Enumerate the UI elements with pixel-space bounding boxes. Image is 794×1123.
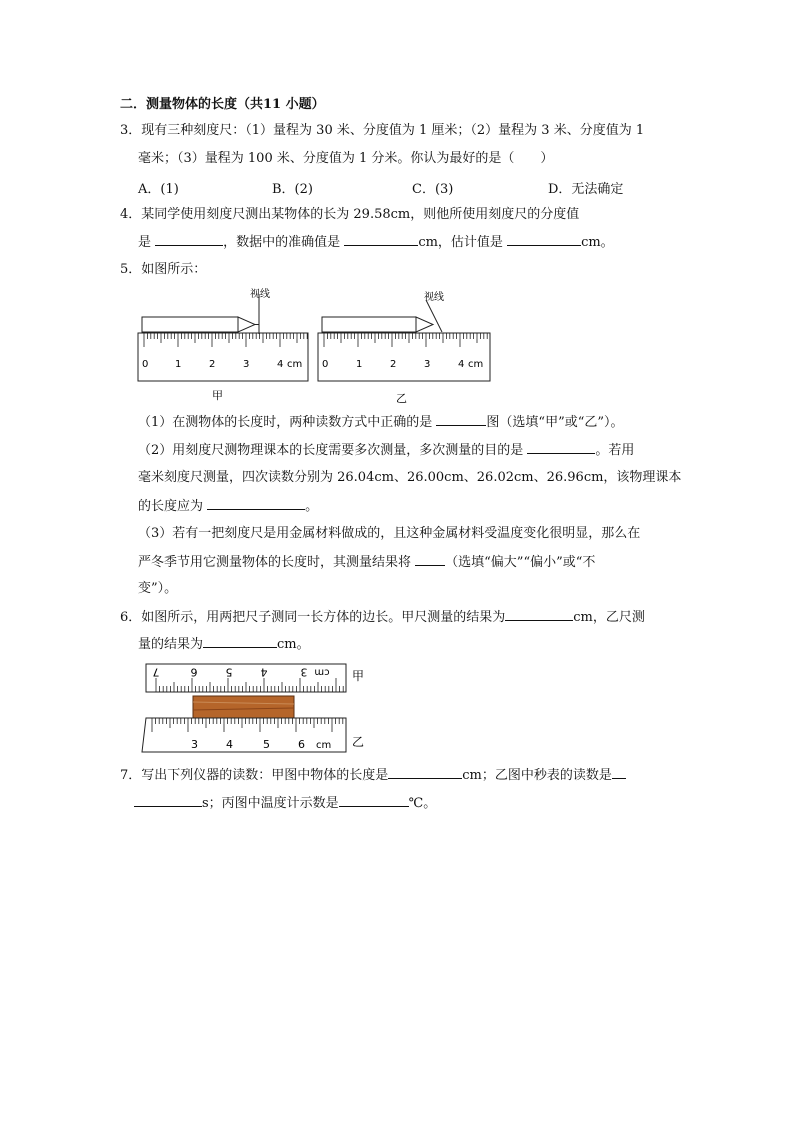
q4-line-2: 是 ，数据中的准确值是 cm，估计值是 cm。 <box>138 235 614 250</box>
q5-part-3b: 严冬季节用它测量物体的长度时，其测量结果将 （选填“偏大”“偏小”或“不 <box>138 555 596 570</box>
wooden-block <box>193 696 294 718</box>
q6-ruler-figure <box>130 658 380 758</box>
sight-label-right: 视线 <box>424 292 444 303</box>
unit-top: cm <box>314 666 330 678</box>
caption-right: 乙 <box>396 392 407 405</box>
pencil-left-tip <box>238 317 255 332</box>
tick-bottom-3: 3 <box>191 738 198 751</box>
q6-blank-1[interactable] <box>505 608 573 621</box>
sight-label-left: 视线 <box>250 289 270 300</box>
pencil-left-body <box>142 317 238 332</box>
q5-line-1: 5．如图所示： <box>120 262 207 277</box>
q7-blank-1[interactable] <box>388 766 462 779</box>
q7-line-2: s；丙图中温度计示数是 ℃。 <box>134 794 436 813</box>
q3-option-d: D．无法确定 <box>548 182 624 197</box>
label-bottom: 乙 <box>352 735 365 749</box>
q5-part-3d: 变”）。 <box>138 581 178 596</box>
q7-blank-3[interactable] <box>339 794 409 807</box>
q5-part-2c: 毫米刻度尺测量，四次读数分别为 26.04cm、26.00cm、26.02cm、26.96cm，该物理课本 <box>138 470 682 485</box>
q5-ruler-figure <box>130 282 500 406</box>
tick-bottom-5: 5 <box>263 738 270 751</box>
q7-line-1: 7．写出下列仪器的读数：甲图中物体的长度是 cm；乙图中秒表的读数是 <box>120 766 626 785</box>
q5-part-1: （1）在测物体的长度时，两种读数方式中正确的是 图（选填“甲”或“乙”）。 <box>138 415 624 430</box>
unit-bottom: cm <box>316 740 332 751</box>
unit-right: cm <box>468 359 484 370</box>
tick-label-left-2: 2 <box>209 359 216 370</box>
ruler-bottom <box>142 718 364 752</box>
unit-left: cm <box>287 359 303 370</box>
q3-option-c: C．(3) <box>412 182 454 197</box>
tick-label-left-1: 1 <box>175 359 182 370</box>
q6-line-1: 6．如图所示，用两把尺子测同一长方体的边长。甲尺测量的结果为 cm，乙尺测 <box>120 610 645 625</box>
ruler-left-body <box>138 333 308 381</box>
tick-label-right-1: 1 <box>356 359 363 370</box>
pencil-right-body <box>322 317 416 332</box>
q4-blank-1[interactable] <box>155 233 223 246</box>
tick-top-5: 5 <box>225 665 233 679</box>
tick-bottom-6: 6 <box>298 738 305 751</box>
ruler-right-body <box>318 333 490 381</box>
q3-line-2: 毫米；（3）量程为 100 米、分度值为 1 分米。你认为最好的是（ ） <box>138 151 554 166</box>
tick-label-right-0: 0 <box>322 359 329 370</box>
ruler-right <box>318 290 490 405</box>
pencil-right-tip <box>416 317 433 332</box>
q7-blank-2a[interactable] <box>612 766 626 779</box>
q4-blank-3[interactable] <box>507 233 581 246</box>
q4-line-1: 4．某同学使用刻度尺测出某物体的长为 29.58cm，则他所使用刻度尺的分度值 <box>120 207 580 222</box>
q3-option-b: B．(2) <box>272 182 313 197</box>
q6-line-2: 量的结果为 cm。 <box>138 637 310 652</box>
label-top: 甲 <box>352 669 365 683</box>
tick-bottom-4: 4 <box>226 738 233 751</box>
section-title: 二．测量物体的长度（共11 小题） <box>120 97 325 112</box>
q3-option-a: A．(1) <box>138 182 179 197</box>
tick-top-7: 7 <box>152 665 160 679</box>
q5-part-2d: 的长度应为 。 <box>138 499 319 514</box>
caption-left: 甲 <box>212 389 223 402</box>
tick-label-right-2: 2 <box>390 359 397 370</box>
q5-blank-3[interactable] <box>207 497 305 510</box>
q5-part-2a: （2）用刻度尺测物理课本的长度需要多次测量，多次测量的目的是 。若用 <box>138 443 635 458</box>
tick-label-left-4: 4 <box>277 359 284 370</box>
q7-blank-2b[interactable] <box>134 794 202 807</box>
tick-top-3: 3 <box>300 665 308 679</box>
tick-top-4: 4 <box>260 665 268 679</box>
q4-blank-2[interactable] <box>344 233 418 246</box>
q6-blank-2[interactable] <box>203 635 277 648</box>
tick-label-right-3: 3 <box>424 359 431 370</box>
tick-label-left-0: 0 <box>142 359 149 370</box>
q5-part-3a: （3）若有一把刻度尺是用金属材料做成的，且这种金属材料受温度变化很明显，那么在 <box>138 526 641 541</box>
ruler-left <box>138 287 308 402</box>
tick-top-6: 6 <box>190 665 198 679</box>
q5-blank-2[interactable] <box>527 441 595 454</box>
tick-label-left-3: 3 <box>243 359 250 370</box>
sight-line-right <box>426 300 442 332</box>
q3-line-1: 3．现有三种刻度尺：（1）量程为 30 米、分度值为 1 厘米；（2）量程为 3 米、分度值为 1 <box>120 123 645 138</box>
ruler-top <box>146 664 364 692</box>
q5-blank-4[interactable] <box>415 553 445 566</box>
tick-label-right-4: 4 <box>458 359 465 370</box>
q5-blank-1[interactable] <box>436 413 486 426</box>
